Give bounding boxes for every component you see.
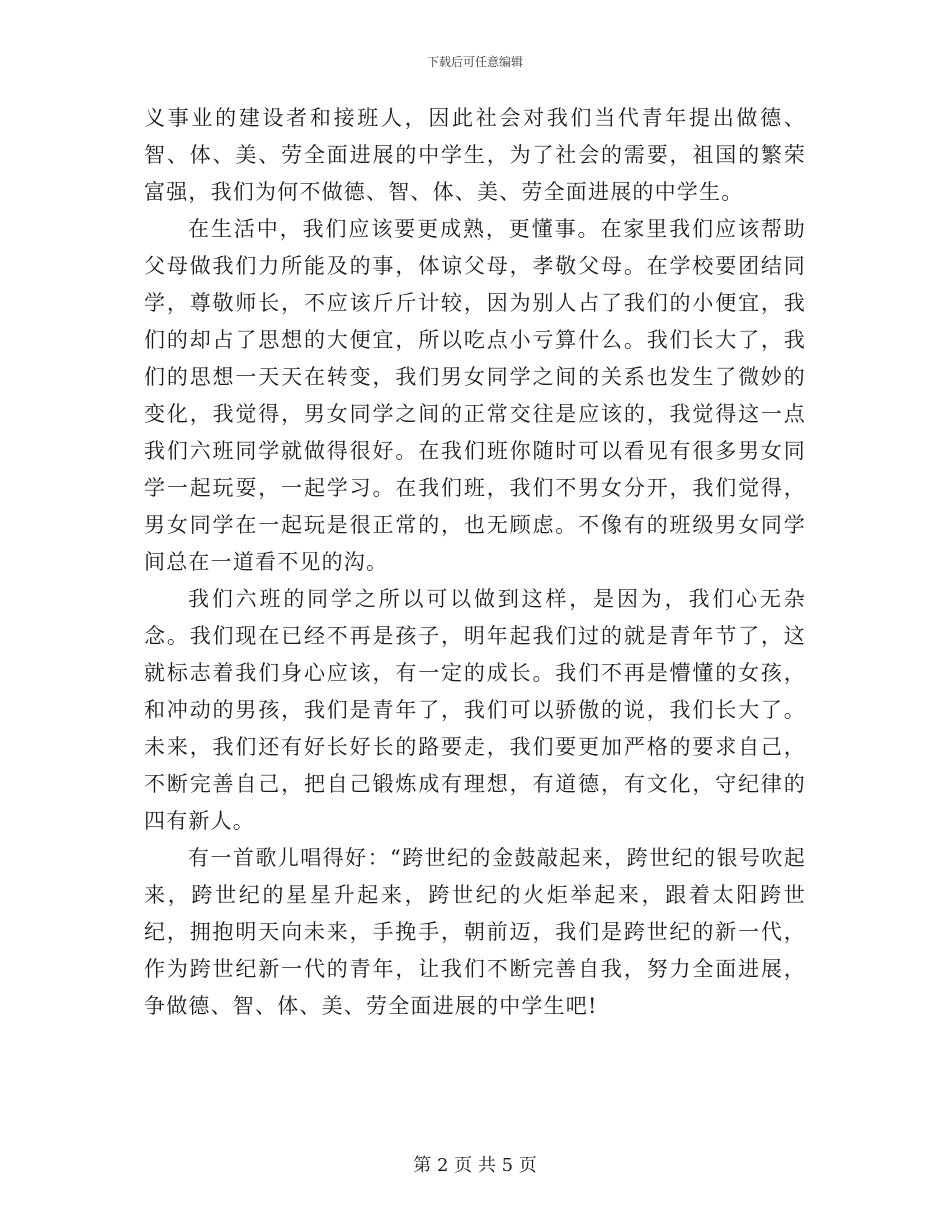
paragraph-4: 有一首歌儿唱得好：“跨世纪的金鼓敲起来，跨世纪的银号吹起来，跨世纪的星星升起来，跨世纪的火炬举起来，跟着太阳跨世纪，拥抱明天向未来，手挽手，朝前迈，我们是跨世纪的新一代，作为跨世纪新一代的青年，让我们不断完善自我，努力全面进展，争做德、智、体、美、劳全面进展的中学生吧! <box>144 846 806 1018</box>
page-number: 第 2 页 共 5 页 <box>413 1155 537 1176</box>
paragraph-2: 在生活中，我们应该要更成熟，更懂事。在家里我们应该帮助父母做我们力所能及的事，体谅父母，孝敬父母。在学校要团结同学，尊敬师长，不应该斤斤计较，因为别人占了我们的小便宜，我们的却占了思想的大便宜，所以吃点小亏算什么。我们长大了，我们的思想一天天在转变，我们男女同学之间的关系也发生了微妙的变化，我觉得，男女同学之间的正常交往是应该的，我觉得这一点我们六班同学就做得很好。在我们班你随时可以看见有很多男女同学一起玩耍，一起学习。在我们班，我们不男女分开，我们觉得，男女同学在一起玩是很正常的，也无顾虑。不像有的班级男女同学间总在一道看不见的沟。 <box>144 217 806 574</box>
paragraph-1: 义事业的建设者和接班人，因此社会对我们当代青年提出做德、智、体、美、劳全面进展的中学生，为了社会的需要，祖国的繁荣富强，我们为何不做德、智、体、美、劳全面进展的中学生。 <box>144 106 806 204</box>
paragraph-3: 我们六班的同学之所以可以做到这样，是因为，我们心无杂念。我们现在已经不再是孩子，明年起我们过的就是青年节了，这就标志着我们身心应该，有一定的成长。我们不再是懵懂的女孩，和冲动的男孩，我们是青年了，我们可以骄傲的说，我们长大了。未来，我们还有好长好长的路要走，我们要更加严格的要求自己，不断完善自己，把自己锻炼成有理想，有道德，有文化，守纪律的四有新人。 <box>144 587 806 833</box>
page-header: 下载后可任意编辑 <box>426 55 523 69</box>
document-body <box>144 100 806 1025</box>
